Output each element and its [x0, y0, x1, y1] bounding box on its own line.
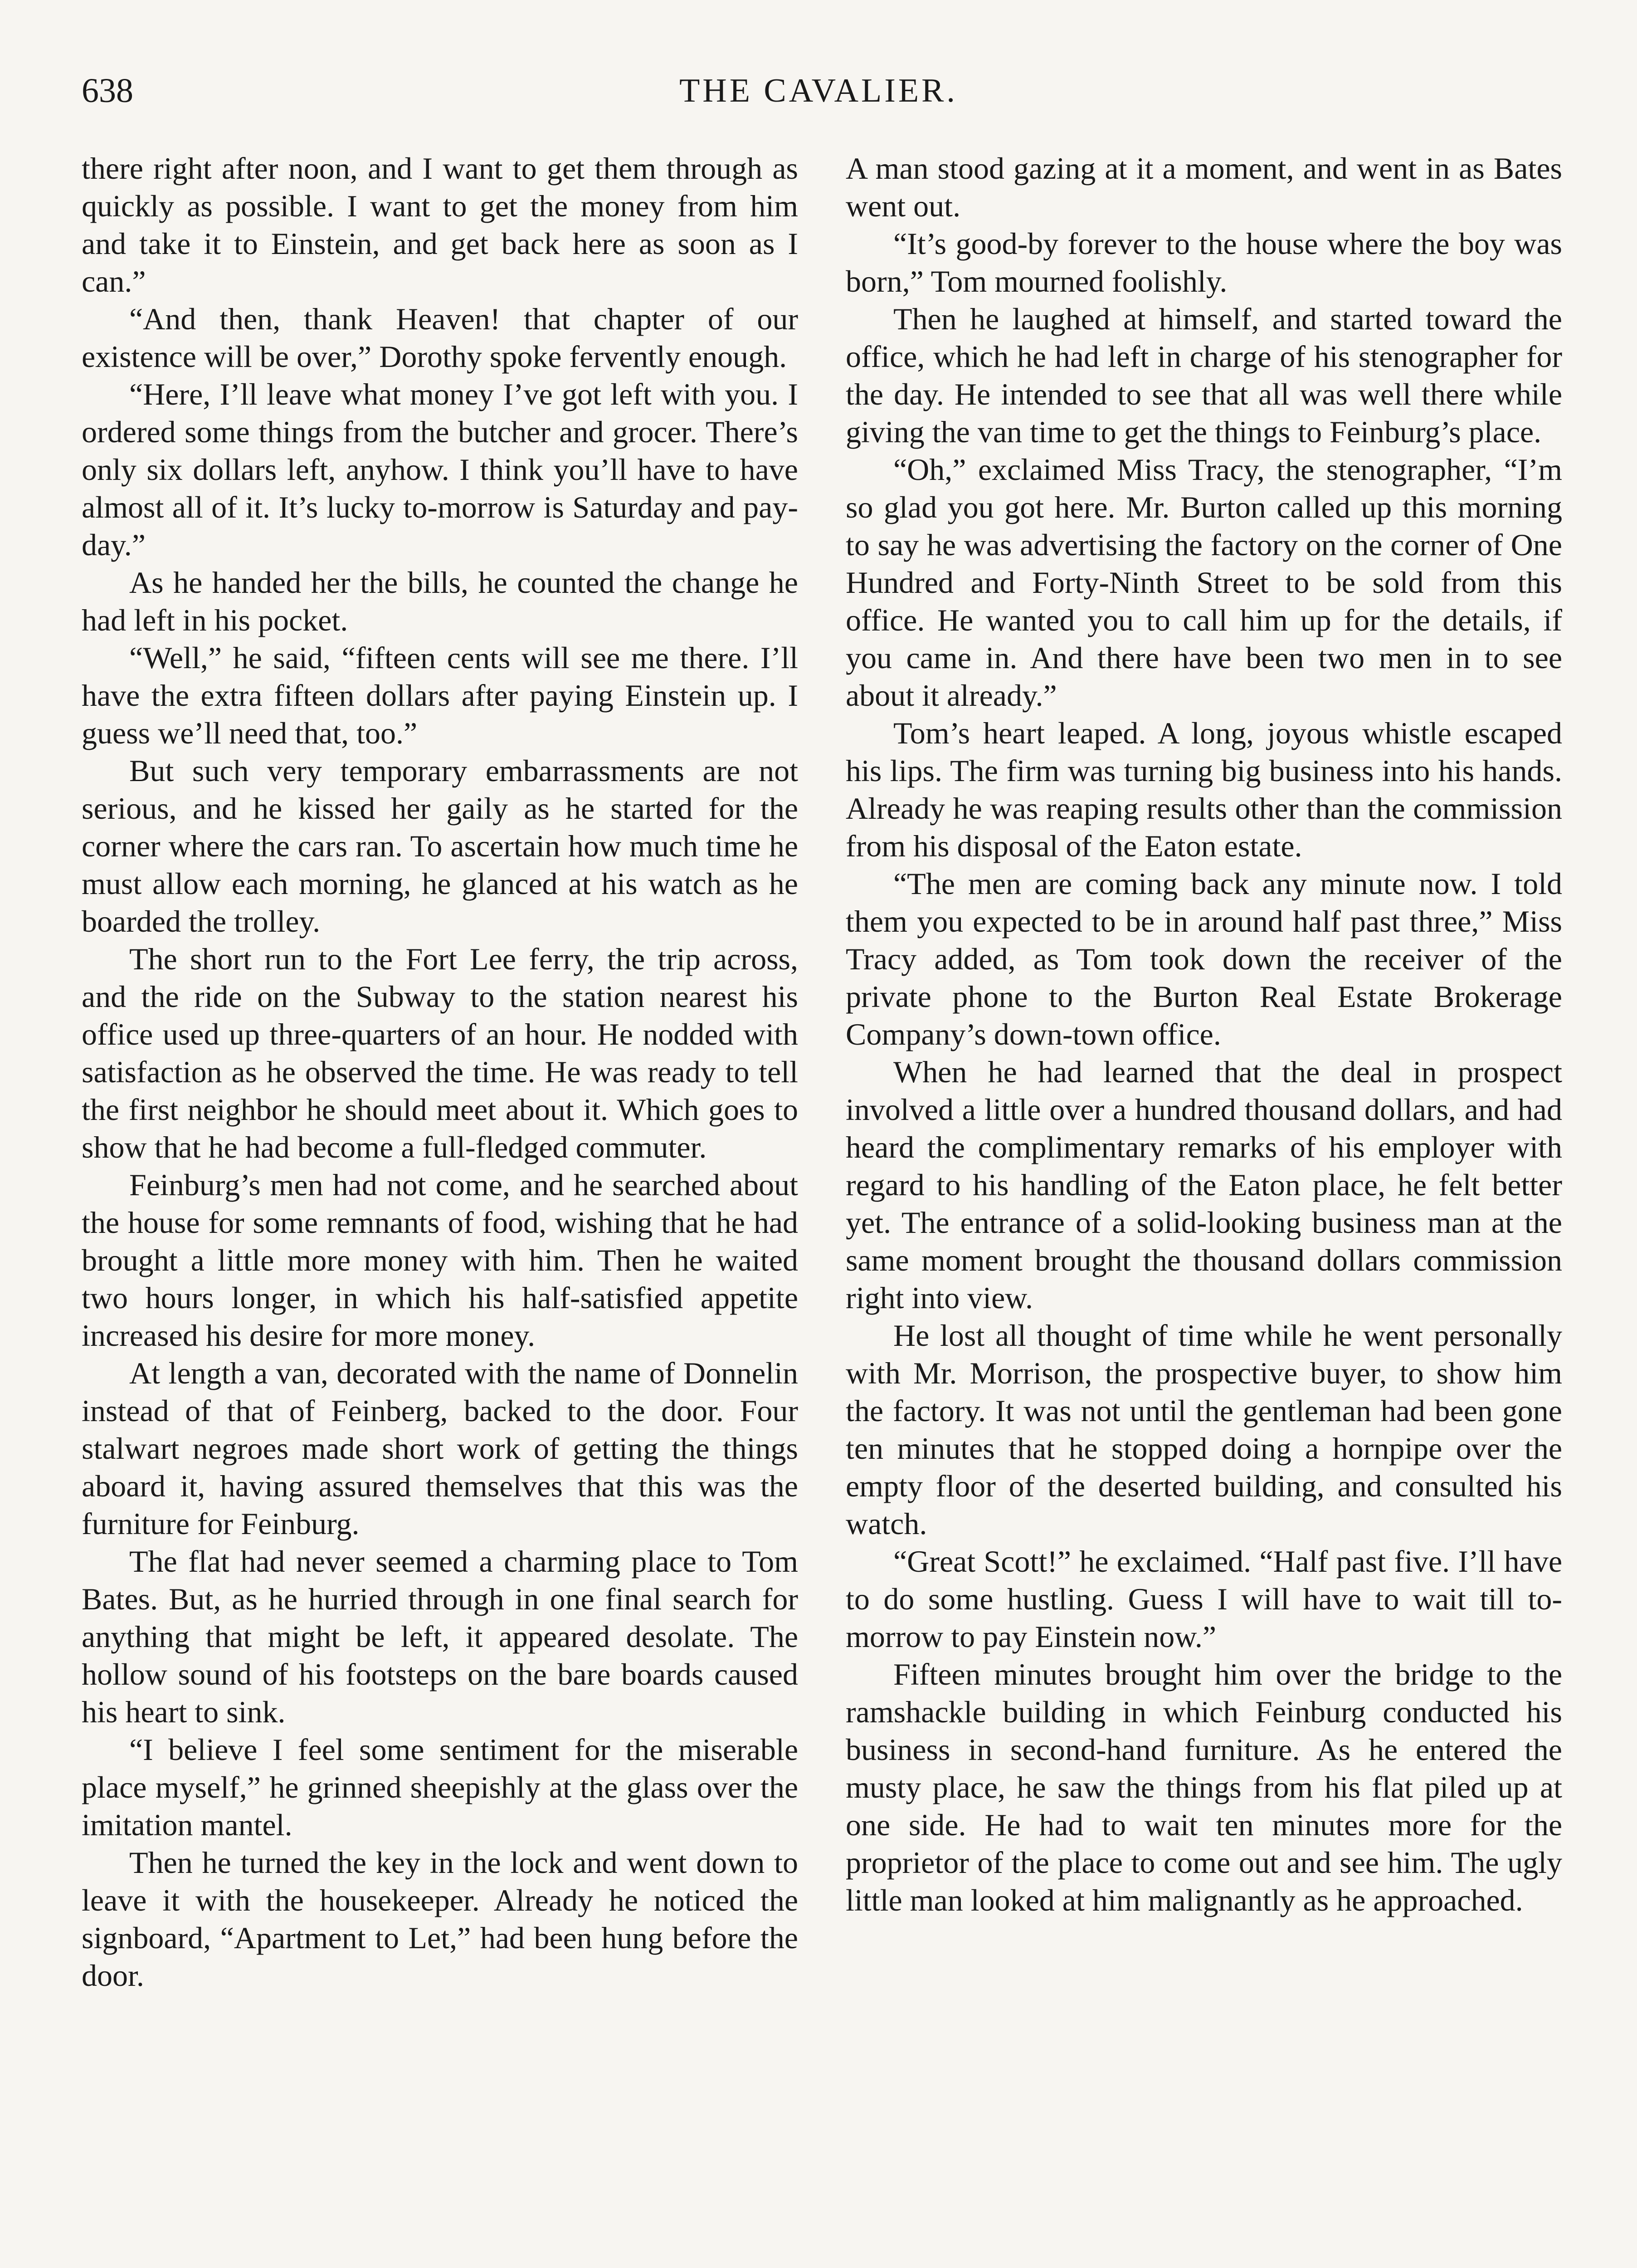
paragraph: The short run to the Fort Lee ferry, the trip across, and the ride on the Subway to the station nearest his office used up three-quarters of an hour. He nodded with satisfaction as he observed the time. He was ready to tell the first neighbor he should meet about it. Which goes to show that he had become a full-fledged commuter. — [82, 942, 798, 1164]
left-column — [82, 150, 798, 2268]
paragraph: there right after noon, and I want to get them through as quickly as possible. I want to get the money from him and take it to Einstein, and get back here as soon as I can.” — [82, 151, 798, 298]
paragraph: “Here, I’ll leave what money I’ve got left with you. I ordered some things from the butcher and grocer. There’s only six dollars left, anyhow. I think you’ll have to have almost all of it. It’s lucky to-morrow is Saturday and pay-day.” — [82, 377, 798, 562]
paragraph: Then he laughed at himself, and started toward the office, which he had left in charge of his stenographer for the day. He intended to see that all was well there while giving the van time to get the things to Feinburg’s place. — [846, 302, 1562, 449]
paragraph: “Oh,” exclaimed Miss Tracy, the stenographer, “I’m so glad you got here. Mr. Burton called up this morning to say he was advertising the factory on the corner of One Hundred and Forty-Ninth Street to be sold from this office. He wanted you to call him up for the details, if you came in. And there have been two men in to see about it already.” — [846, 452, 1562, 713]
paragraph: Tom’s heart leaped. A long, joyous whistle escaped his lips. The firm was turning big business into his hands. Already he was reaping results other than the commission from his disposal of the Eaton estate. — [846, 716, 1562, 863]
page-header — [82, 64, 1555, 118]
paragraph: But such very temporary embarrassments are not serious, and he kissed her gaily as he started for the corner where the cars ran. To ascertain how much time he must allow each morning, he glanced at his watch as he boarded the trolley. — [82, 753, 798, 938]
paragraph: “The men are coming back any minute now. I told them you expected to be in around half past three,” Miss Tracy added, as Tom took down the receiver of the private phone to the Burton Real Estate Brokerage Company’s down-town office. — [846, 866, 1562, 1051]
paragraph: “And then, thank Heaven! that chapter of our existence will be over,” Dorothy spoke fervently enough. — [82, 302, 798, 374]
paragraph: A man stood gazing at it a moment, and went in as Bates went out. — [846, 151, 1562, 223]
paragraph: At length a van, decorated with the name of Donnelin instead of that of Feinberg, backed to the door. Four stalwart negroes made short work of getting the things aboard it, having assured themselves that this was the furniture for Feinburg. — [82, 1356, 798, 1541]
paragraph: He lost all thought of time while he went personally with Mr. Morrison, the prospective buyer, to show him the factory. It was not until the gentleman had been gone ten minutes that he stopped doing a hornpipe over the empty floor of the deserted building, and consulted his watch. — [846, 1318, 1562, 1541]
page-number: 638 — [82, 72, 133, 110]
paragraph: “Great Scott!” he exclaimed. “Half past five. I’ll have to do some hustling. Guess I will have to wait till to-morrow to pay Einstein now.” — [846, 1544, 1562, 1654]
paragraph: “I believe I feel some sentiment for the miserable place myself,” he grinned sheepishly at the glass over the imitation mantel. — [82, 1732, 798, 1842]
right-column — [846, 150, 1562, 2268]
running-title: THE CAVALIER. — [679, 72, 958, 109]
paragraph: “It’s good-by forever to the house where the boy was born,” Tom mourned foolishly. — [846, 226, 1562, 298]
paragraph: Feinburg’s men had not come, and he searched about the house for some remnants of food, wishing that he had brought a little more money with him. Then he waited two hours longer, in which his half-satisfied appetite increased his desire for more money. — [82, 1168, 798, 1353]
paragraph: The flat had never seemed a charming place to Tom Bates. But, as he hurried through in one final search for anything that might be left, it appeared desolate. The hollow sound of his footsteps on the bare boards caused his heart to sink. — [82, 1544, 798, 1729]
paragraph: As he handed her the bills, he counted the change he had left in his pocket. — [82, 565, 798, 637]
paragraph: When he had learned that the deal in prospect involved a little over a hundred thousand dollars, and had heard the complimentary remarks of his employer with regard to his handling of the Eaton place, he felt better yet. The entrance of a solid-looking business man at the same moment brought the thousand dollars commission right into view. — [846, 1055, 1562, 1315]
paragraph: “Well,” he said, “fifteen cents will see me there. I’ll have the extra fifteen dollars after paying Einstein up. I guess we’ll need that, too.” — [82, 640, 798, 750]
paragraph: Then he turned the key in the lock and went down to leave it with the housekeeper. Already he noticed the signboard, “Apartment to Let,” had been hung before the door. — [82, 1845, 798, 1993]
paragraph: Fifteen minutes brought him over the bridge to the ramshackle building in which Feinburg conducted his business in second-hand furniture. As he entered the musty place, he saw the things from his flat piled up at one side. He had to wait ten minutes more for the proprietor of the place to come out and see him. The ugly little man looked at him malignantly as he approached. — [846, 1657, 1562, 1917]
